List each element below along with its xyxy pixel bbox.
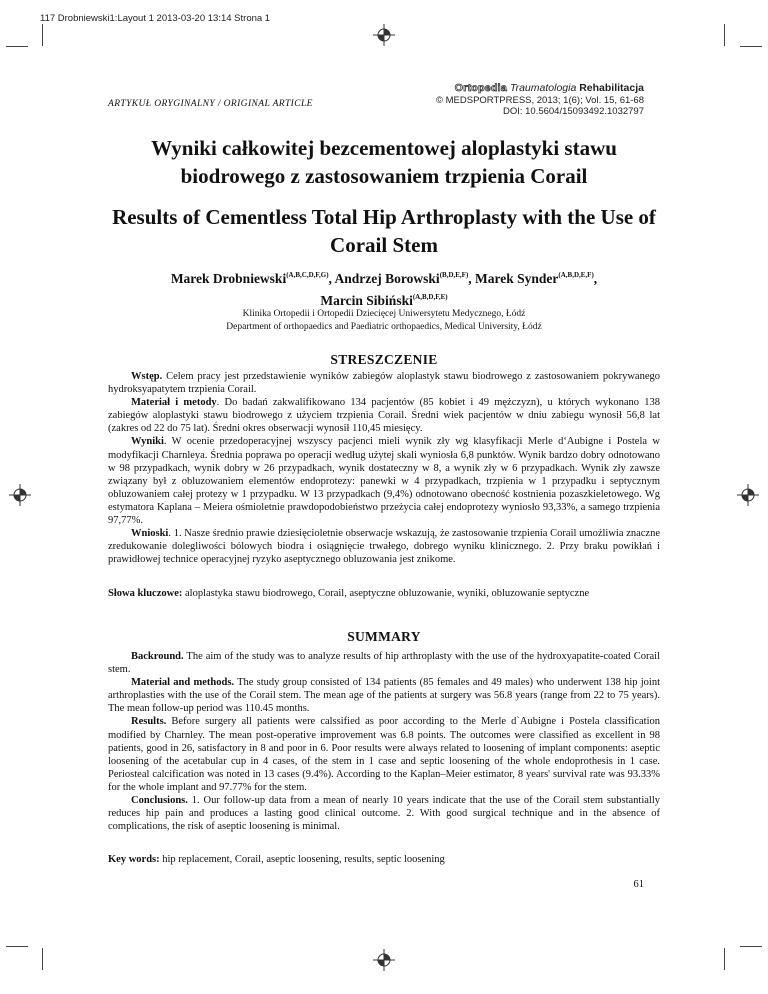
- abstract-paragraph: Backround. The aim of the study was to analyze results of hip arthroplasty with the use of the hydroxyapatite-coated Corail stem.: [108, 651, 660, 676]
- author: Marcin Sibiński$^{(A,B,D,F,E)}$: [320, 293, 448, 308]
- affiliation: [110, 308, 658, 333]
- journal-citation: © MEDSPORTPRESS, 2013; 1(6); Vol. 15, 61-68: [435, 94, 644, 106]
- affiliation-english: Department of orthopaedics and Paediatric orthopaedics, Medical University, Łódź: [226, 321, 542, 332]
- journal-name-ortopedia: Ortopedia: [454, 82, 508, 94]
- registration-mark-icon: [737, 484, 759, 506]
- registration-mark-icon: [373, 949, 395, 971]
- crop-mark: [6, 46, 28, 47]
- authors-list: [110, 266, 658, 310]
- summary-body: [108, 650, 660, 833]
- article-type: ARTYKUŁ ORYGINALNY / ORIGINAL ARTICLE: [108, 99, 313, 109]
- abstract-paragraph: Conclusions. 1. Our follow-up data from a mean of nearly 10 years indicate that the use of the Corail stem substantially reduces hip pain and produces a lasting good clinical outcome. 2. With good surgical technique and in the absence of complications, the risk of aseptic loosening is minimal.: [108, 795, 660, 833]
- title-english: Results of Cementless Total Hip Arthroplasty with the Use of Corail Stem: [112, 205, 656, 257]
- journal-doi: DOI: 10.5604/15093492.1032797: [502, 106, 644, 117]
- abstract-paragraph: Wstęp. Celem pracy jest przedstawienie wyników zabiegów aloplastyk stawu biodrowego z zastosowaniem pokrywanego hydroksyapatytem trzpienia Corail.: [108, 371, 660, 396]
- abstract-paragraph: Material and methods. The study group consisted of 134 patients (85 females and 49 males) who underwent 138 hip joint arthroplasties with the use of the Corail stem. The mean age of the patients at surgery was 56.8 years (range from 22 to 75 years). The mean follow-up period was 110.45 months.: [108, 677, 660, 715]
- keywords-polish: Słowa kluczowe: aloplastyka stawu biodrowego, Corail, aseptyczne obluzowanie, wyniki, obluzowanie septyczne: [108, 588, 590, 599]
- journal-header: [436, 83, 644, 118]
- abstract-paragraph: Materiał i metody. Do badań zakwalifikowano 134 pacjentów (85 kobiet i 49 mężczyzn), u których wykonano 138 zabiegów aloplastyki stawu biodrowego z użyciem trzpienia Corail. Średni wiek pacjentów w dniu zabiegu wynosił 56,8 lat (zakres od 22 do 75 lat). Średni okres obserwacji wynosił 110,45 miesięcy.: [108, 397, 660, 435]
- registration-mark-icon: [373, 24, 395, 46]
- journal-name-rehabilitacja: Rehabilitacja: [579, 82, 644, 94]
- affiliation-polish: Klinika Ortopedii i Ortopedii Dziecięcej Uniwersytetu Medycznego, Łódź: [242, 309, 526, 319]
- author: Marek Synder$^{(A,B,D,E,F)}$,: [475, 271, 598, 286]
- streszczenie-body: [108, 370, 660, 566]
- journal-name-traumatologia: Traumatologia: [509, 82, 577, 94]
- crop-mark: [6, 946, 28, 947]
- author: Marek Drobniewski$^{(A,B,C,D,F,G)}$,: [170, 271, 335, 286]
- crop-mark: [724, 24, 725, 46]
- crop-mark: [740, 46, 762, 47]
- author: Andrzej Borowski$^{(B,D,E,F)}$,: [334, 271, 476, 286]
- title-polish: Wyniki całkowitej bezcementowej aloplastyki stawu biodrowego z zastosowaniem trzpienia Corail: [151, 136, 617, 188]
- crop-mark: [740, 946, 762, 947]
- abstract-paragraph: Wyniki. W ocenie przedoperacyjnej wszyscy pacjenci mieli wynik zły wg klasyfikacji Merle d‘Aubigne i Postela w modyfikacji Charnleya. Średnia poprawa po operacji według użytej skali wyniosła 6,8 punktów. Wynik bardzo dobry odnotowano w 98 przypadkach, wynik dobry w 26 przypadkach, wynik dostateczny w 8, a wynik zły w 6 przypadkach. Wynik zły zawsze związany był z obluzowaniem elementów endoprotezy: panewki w 4 przypadkach, trzpienia w 1 przypadku i septycznym obluzowaniem całej protezy w 1 przypadku. W 13 przypadkach (9,4%) odnotowano obecność kostnienia pozaszkieletowego. Wg estymatora Kaplana – Meiera ośmioletnie prawdopodobieństwo przeżycia całej endoprotezy wyniosło 93,33%, a samego trzpienia 97,77%.: [108, 436, 660, 527]
- crop-mark: [42, 24, 43, 46]
- abstract-paragraph: Results. Before surgery all patients were calssified as poor according to the Merle d`Aubigne i Postela classification modified by Charnley. The mean post-operative improvement was 6.8 points. The outcomes were classified as excellent in 98 patients, good in 26, satisfactory in 8 and poor in 6. Poor results were always related to loosening of implant components: aseptic loosening of the acetabular cup in 4 cases, of the stem in 1 case and septic loosening of the whole endoprothesis in 1 case. Periosteal calcification was noted in 13 cases (9.4%). According to the Kaplan–Meier estimator, 8 years' survival rate was 93.33% for the whole implant and 97.77% for the stem.: [108, 716, 660, 793]
- page-number: 61: [633, 879, 644, 890]
- keywords-english: Key words: hip replacement, Corail, aseptic loosening, results, septic loosening: [108, 854, 445, 865]
- registration-mark-icon: [9, 484, 31, 506]
- summary-heading: SUMMARY: [347, 629, 421, 644]
- streszczenie-heading: STRESZCZENIE: [330, 352, 438, 367]
- printer-slug: 117 Drobniewski1:Layout 1 2013-03-20 13:14 Strona 1: [40, 13, 271, 24]
- abstract-paragraph: Wnioski. 1. Nasze średnio prawie dziesięcioletnie obserwacje wskazują, że zastosowanie trzpienia Corail umożliwia znaczne zredukowanie dolegliwości bólowych biodra i osiągnięcie trwałego, dobrego wyniku klinicznego. 2. Przy braku powikłań i prawidłowej technice operacyjnej ryzyko aseptycznego obluzowania jest znikome.: [108, 528, 660, 566]
- crop-mark: [724, 948, 725, 970]
- crop-mark: [42, 948, 43, 970]
